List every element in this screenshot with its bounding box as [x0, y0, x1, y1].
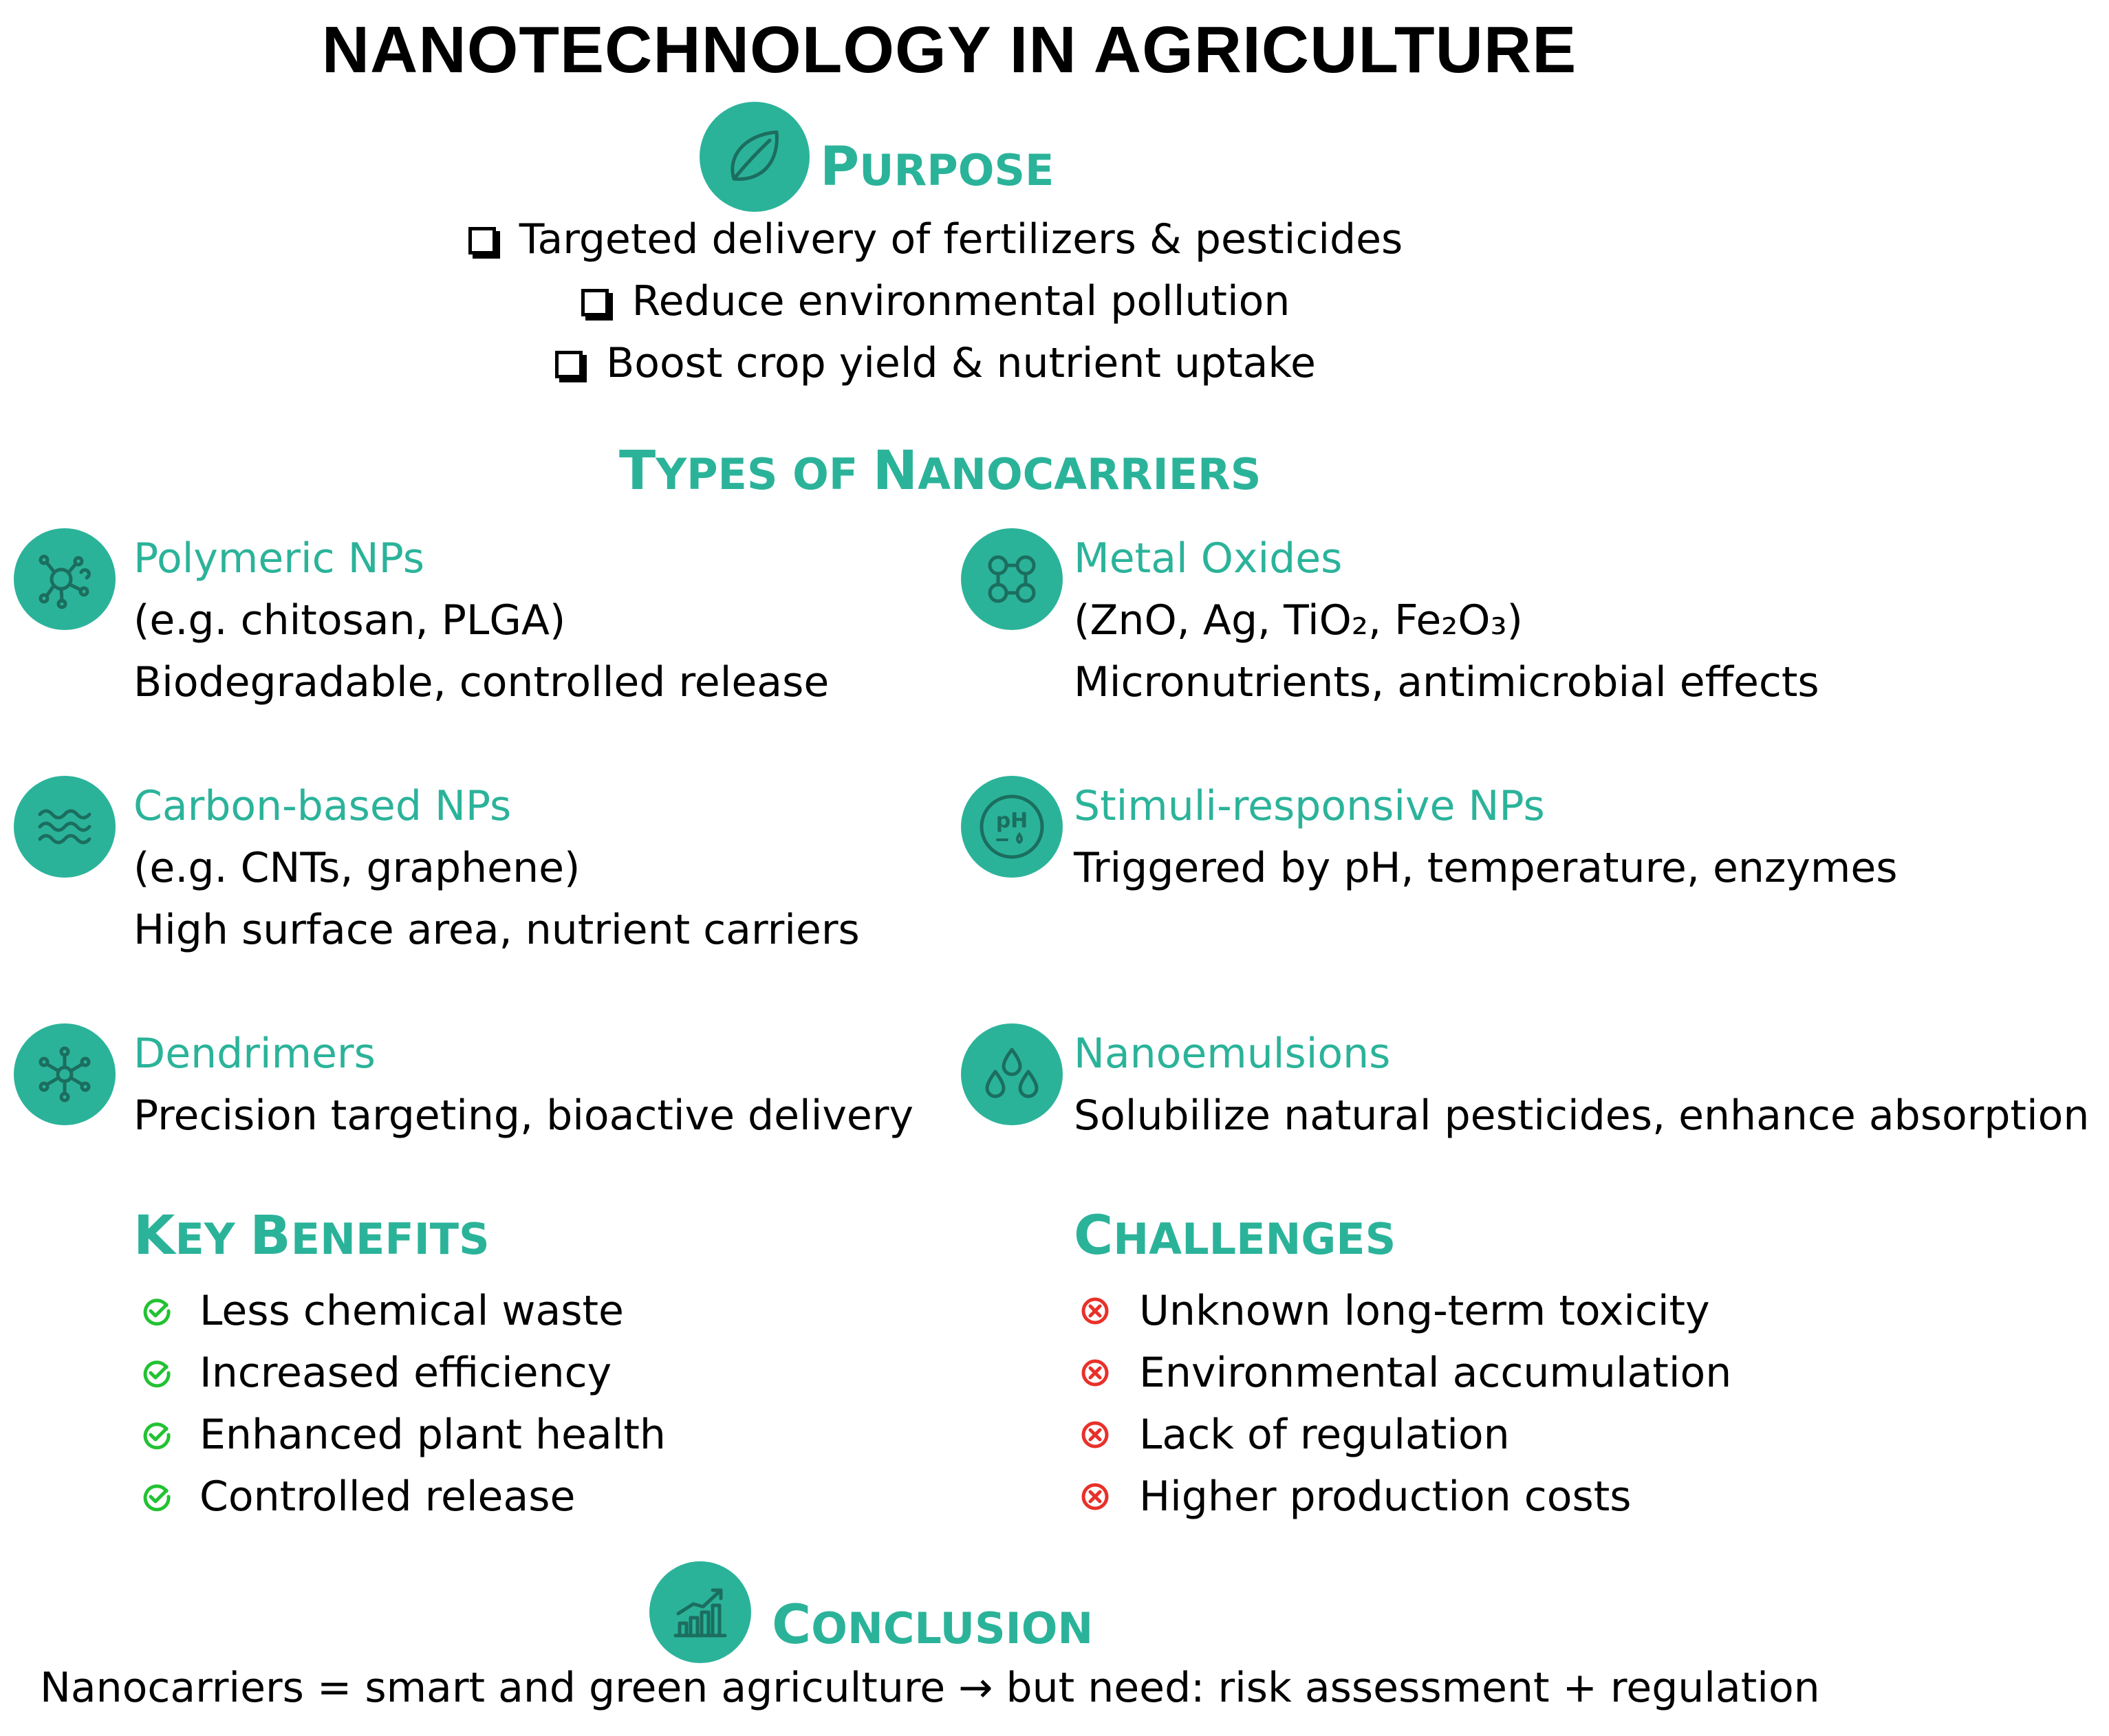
svg-text:pH: pH — [995, 809, 1028, 833]
x-circle-icon — [1080, 1358, 1110, 1388]
type-line: Micronutrients, antimicrobial effects — [1074, 658, 1819, 706]
purpose-item: Targeted delivery of fertilizers & pesticides — [0, 219, 1885, 260]
challenge-item: Lack of regulation — [1139, 1411, 1510, 1459]
benefit-item: Less chemical waste — [199, 1287, 624, 1335]
conclusion-text: Nanocarriers = smart and green agriculture → but need: risk assessment + regulation — [40, 1664, 1820, 1712]
challenge-item: Environmental accumulation — [1139, 1349, 1732, 1397]
metal-oxide-lattice-icon — [961, 528, 1063, 630]
x-circle-icon — [1080, 1482, 1110, 1512]
purpose-heading: PURPOSE — [820, 136, 1054, 198]
leaf-icon — [700, 102, 810, 212]
type-title-carbon-based: Carbon-based NPs — [133, 782, 512, 830]
dendrimer-network-icon — [14, 1023, 116, 1125]
purpose-item: Reduce environmental pollution — [0, 281, 1885, 322]
conclusion-heading: CONCLUSION — [772, 1594, 1094, 1656]
type-line: (e.g. CNTs, graphene) — [133, 844, 581, 892]
polymer-molecule-icon — [14, 528, 116, 630]
benefits-heading: KEY BENEFITS — [133, 1205, 490, 1267]
type-title-nanoemulsions: Nanoemulsions — [1074, 1030, 1391, 1078]
type-title-dendrimers: Dendrimers — [133, 1030, 376, 1078]
type-title-polymeric: Polymeric NPs — [133, 534, 424, 583]
type-title-stimuli-responsive: Stimuli-responsive NPs — [1074, 782, 1545, 830]
check-circle-icon — [142, 1358, 172, 1388]
types-heading: TYPES OF NANOCARRIERS — [619, 440, 1262, 502]
ph-icon — [961, 776, 1063, 878]
challenge-item: Higher production costs — [1139, 1473, 1632, 1521]
type-line: High surface area, nutrient carriers — [133, 906, 860, 954]
check-circle-icon — [142, 1482, 172, 1512]
checkbox-icon — [555, 351, 583, 378]
check-circle-icon — [142, 1420, 172, 1450]
benefit-item: Enhanced plant health — [199, 1411, 666, 1459]
type-line: Triggered by pH, temperature, enzymes — [1074, 844, 1898, 892]
growth-chart-icon — [649, 1561, 751, 1663]
challenge-item: Unknown long-term toxicity — [1139, 1287, 1710, 1335]
x-circle-icon — [1080, 1420, 1110, 1450]
purpose-item: Boost crop yield & nutrient uptake — [0, 343, 1885, 384]
page-title: NANOTECHNOLOGY IN AGRICULTURE — [321, 13, 1577, 87]
type-line: Biodegradable, controlled release — [133, 658, 830, 706]
type-line: Precision targeting, bioactive delivery — [133, 1092, 913, 1140]
droplets-icon — [961, 1023, 1063, 1125]
type-line: Solubilize natural pesticides, enhance absorption — [1074, 1092, 2090, 1140]
benefit-item: Increased efficiency — [199, 1349, 612, 1397]
check-circle-icon — [142, 1296, 172, 1326]
type-line: (e.g. chitosan, PLGA) — [133, 596, 566, 644]
checkbox-icon — [581, 289, 609, 316]
type-title-metal-oxides: Metal Oxides — [1074, 534, 1343, 583]
benefit-item: Controlled release — [199, 1473, 576, 1521]
challenges-heading: CHALLENGES — [1074, 1205, 1396, 1267]
x-circle-icon — [1080, 1296, 1110, 1326]
waves-icon — [14, 776, 116, 878]
checkbox-icon — [468, 227, 496, 254]
type-line: (ZnO, Ag, TiO₂, Fe₂O₃) — [1074, 596, 1523, 644]
